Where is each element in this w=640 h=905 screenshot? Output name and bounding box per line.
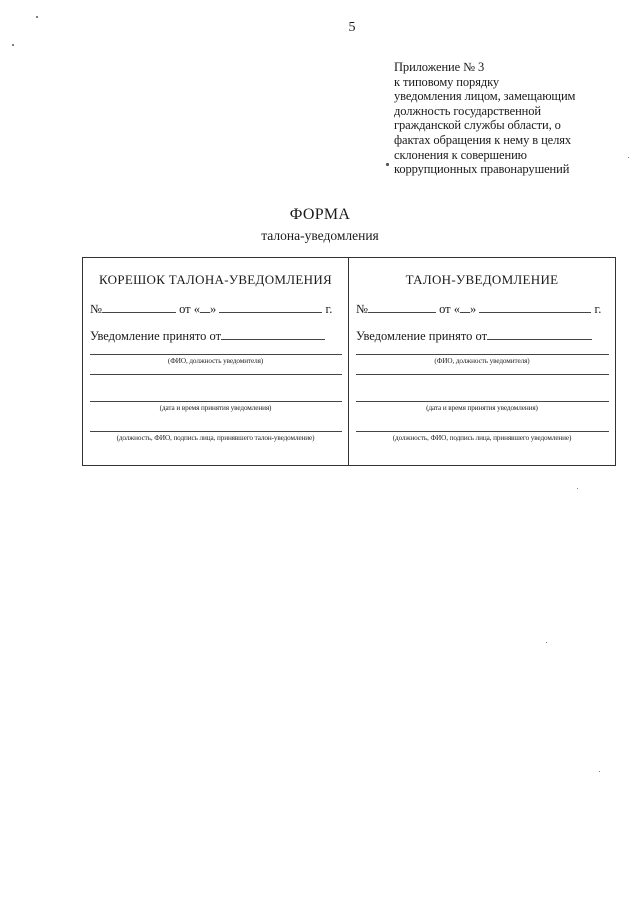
- appendix-note: [394, 60, 634, 177]
- page-number: 5: [348, 20, 356, 35]
- number-field[interactable]: [102, 302, 176, 313]
- datetime-line[interactable]: [90, 401, 342, 402]
- extra-line[interactable]: [90, 374, 342, 375]
- day-field[interactable]: [200, 302, 210, 313]
- caption-receiver: (должность, ФИО, подпись лица, принявшего уведомление): [392, 434, 572, 442]
- name-line[interactable]: [90, 354, 342, 355]
- receiver-line[interactable]: [356, 431, 609, 432]
- form-title: ФОРМА: [289, 206, 351, 223]
- caption-receiver: (должность, ФИО, подпись лица, принявшего талон-уведомление): [116, 434, 315, 442]
- name-line[interactable]: [356, 354, 609, 355]
- appendix-line: к типовому порядку: [394, 74, 500, 89]
- day-field[interactable]: [460, 302, 470, 313]
- from-close: »: [210, 302, 217, 316]
- caption-datetime: (дата и время принятия уведомления): [426, 404, 538, 412]
- scan-speck: [628, 157, 629, 158]
- accepted-from-field[interactable]: [221, 329, 325, 340]
- appendix-line: Приложение № 3: [394, 60, 485, 74]
- scan-speck: [599, 771, 600, 772]
- appendix-line: должность государственной: [394, 103, 541, 118]
- receiver-line[interactable]: [90, 431, 342, 432]
- scan-speck: [386, 163, 389, 166]
- accepted-label: Уведомление принято от: [356, 329, 488, 343]
- from-label: от «: [179, 302, 200, 316]
- from-label: от «: [439, 302, 460, 316]
- appendix-line: склонения к совершению: [394, 147, 527, 162]
- caption-name: (ФИО, должность уведомителя): [434, 357, 530, 365]
- stub-accepted-row: [90, 329, 342, 344]
- form-subtitle: талона-уведомления: [261, 228, 379, 243]
- notice-heading: ТАЛОН-УВЕДОМЛЕНИЕ: [405, 272, 559, 287]
- number-label: №: [356, 302, 368, 316]
- scan-speck: [577, 488, 578, 489]
- notice-accepted-row: [356, 329, 609, 344]
- notice-panel: [349, 258, 615, 465]
- notice-number-row: [356, 302, 609, 317]
- accepted-from-field[interactable]: [487, 329, 592, 340]
- from-close: »: [470, 302, 477, 316]
- month-year-field[interactable]: [219, 302, 322, 313]
- scan-speck: [12, 44, 14, 46]
- appendix-line: фактах обращения к нему в целях: [394, 132, 572, 147]
- stub-heading: КОРЕШОК ТАЛОНА-УВЕДОМЛЕНИЯ: [99, 272, 332, 287]
- appendix-line: уведомления лицом, замещающим: [394, 89, 576, 104]
- scan-speck: [36, 16, 38, 18]
- datetime-line[interactable]: [356, 401, 609, 402]
- caption-datetime: (дата и время принятия уведомления): [159, 404, 272, 412]
- number-label: №: [90, 302, 102, 316]
- extra-line[interactable]: [356, 374, 609, 375]
- notification-form: [82, 257, 616, 466]
- stub-number-row: [90, 302, 342, 317]
- scan-speck: [546, 642, 547, 643]
- accepted-label: Уведомление принято от: [90, 329, 222, 343]
- caption-name: (ФИО, должность уведомителя): [167, 357, 264, 365]
- number-field[interactable]: [368, 302, 436, 313]
- appendix-line: гражданской службы области, о: [394, 118, 561, 133]
- year-suffix: г.: [325, 302, 333, 316]
- year-suffix: г.: [594, 302, 602, 316]
- appendix-line: коррупционных правонарушений: [394, 162, 570, 177]
- stub-panel: [83, 258, 348, 465]
- month-year-field[interactable]: [479, 302, 591, 313]
